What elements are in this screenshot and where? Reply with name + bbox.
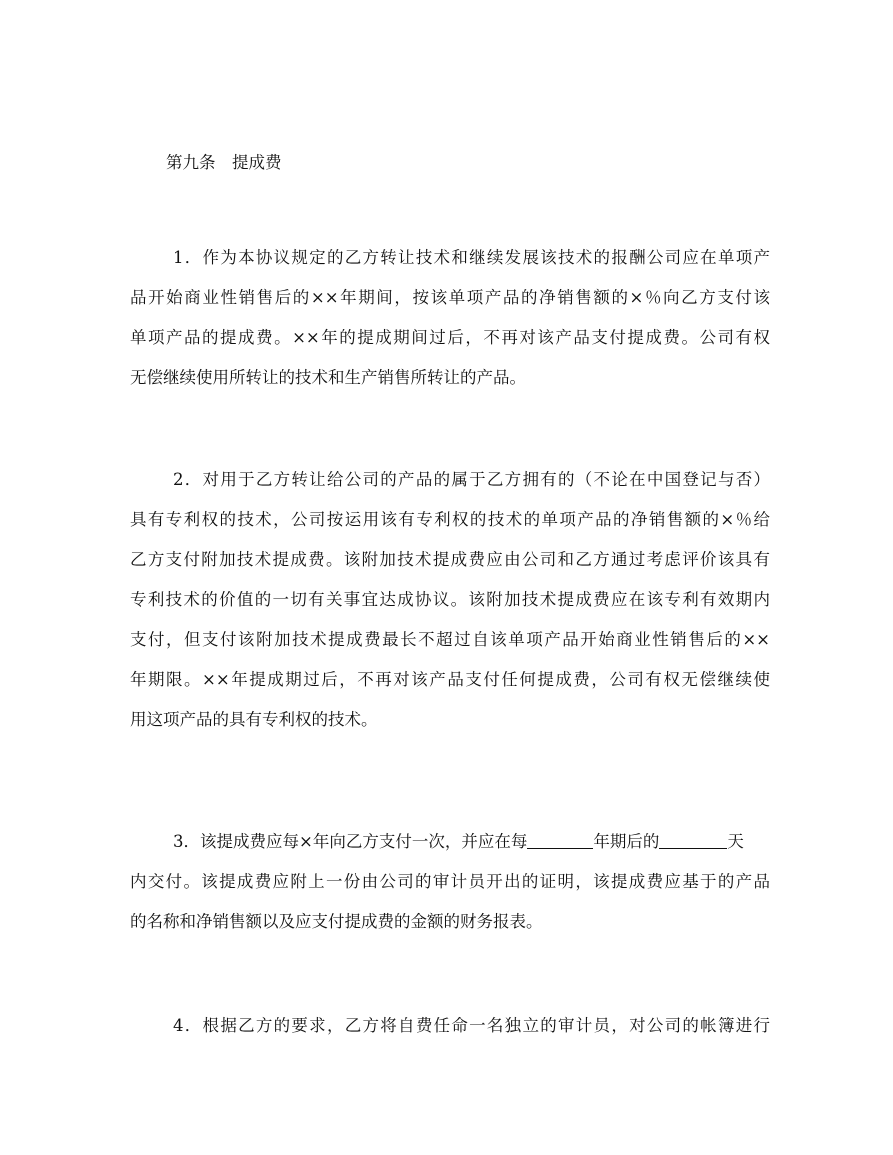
paragraph-line: 品开始商业性销售后的××年期间，按该单项产品的净销售额的×％向乙方支付该 [130, 288, 770, 307]
article-heading: 第九条 提成费 [166, 153, 282, 172]
paragraph-line: 2．对用于乙方转让给公司的产品的属于乙方拥有的（不论在中国登记与否） [173, 470, 770, 489]
paragraph-line: 用这项产品的具有专利权的技术。 [130, 710, 378, 729]
paragraph-line: 具有专利权的技术，公司按运用该有专利权的技术的单项产品的净销售额的×％给 [130, 510, 770, 529]
fill-in-blank [659, 830, 727, 849]
paragraph-1 [130, 238, 770, 398]
paragraph-line: 支付，但支付该附加技术提成费最长不超过自该单项产品开始商业性销售后的×× [130, 630, 770, 649]
paragraph-2 [130, 460, 770, 740]
paragraph-line: 的名称和净销售额以及应支付提成费的金额的财务报表。 [130, 912, 543, 931]
paragraph-line: 专利技术的价值的一切有关事宜达成协议。该附加技术提成费应在该专利有效期内 [130, 590, 770, 609]
paragraph-text: 3．该提成费应每×年向乙方支付一次，并应在每 [173, 832, 528, 851]
paragraph-line: 无偿继续使用所转让的技术和生产销售所转让的产品。 [130, 368, 526, 387]
paragraph-line: 1．作为本协议规定的乙方转让技术和继续发展该技术的报酬公司应在单项产 [173, 248, 770, 267]
paragraph-line: 乙方支付附加技术提成费。该附加技术提成费应由公司和乙方通过考虑评价该具有 [130, 550, 770, 569]
paragraph-line [130, 822, 770, 862]
paragraph-line: 单项产品的提成费。××年的提成期间过后，不再对该产品支付提成费。公司有权 [130, 328, 770, 347]
paragraph-line: 年期限。××年提成期过后，不再对该产品支付任何提成费，公司有权无偿继续使 [130, 670, 770, 689]
fill-in-blank [527, 830, 593, 849]
paragraph-3 [130, 822, 770, 942]
paragraph-line: 内交付。该提成费应附上一份由公司的审计员开出的证明，该提成费应基于的产品 [130, 872, 770, 891]
paragraph-4 [130, 1006, 770, 1046]
paragraph-text: 年期后的 [593, 832, 660, 851]
paragraph-text: 天 [727, 832, 744, 851]
paragraph-line: 4．根据乙方的要求，乙方将自费任命一名独立的审计员，对公司的帐簿进行 [173, 1016, 770, 1035]
